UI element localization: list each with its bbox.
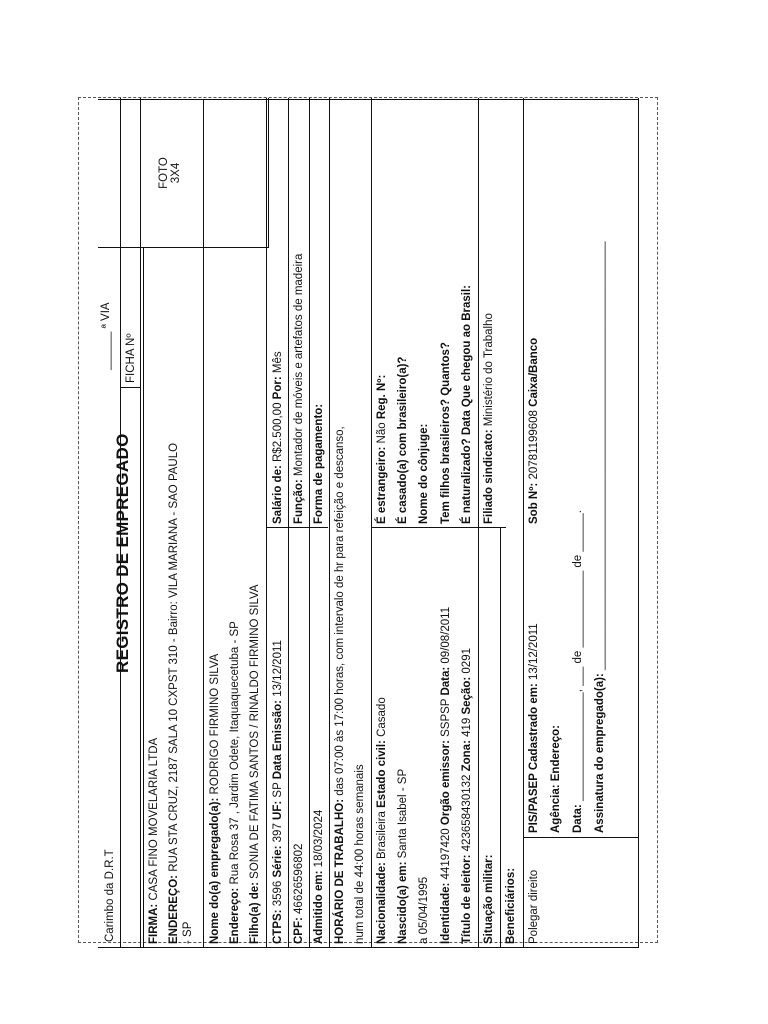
filho-label: Filho(a) de: [249,882,261,944]
eleitor-bottom-line [478,98,479,948]
salario-por: Mês [272,351,284,377]
forma-pagamento-label: Forma de pagamento: [313,403,325,524]
ficha-label: FICHA Nº [125,333,137,383]
identidade-value: 44197420 [440,825,452,883]
polegar-divider [523,837,638,838]
zona-label: Zona: [461,740,473,772]
ctps-uf-label: UF: [272,800,284,820]
filhos-row [440,342,452,524]
nacionalidade-value: Brasileira [376,807,388,863]
agencia-row [550,725,562,833]
salario-label: Salário de: [272,465,284,524]
endereco-firma-value: RUA STA CRUZ, 2187 SALA 10 CXPST 310 - Bairro: VILA MARIANA - SAO PAULO [168,442,180,875]
title-left-line [120,947,140,948]
naturalizado-label: É naturalizado? Data Que chegou ao Brasil: [461,285,473,524]
nascido-row [397,769,409,944]
nome-label: Nome do(a) empregado(a): [209,797,221,944]
estrangeiro-value: Não [376,419,388,447]
naturalizado-row [461,285,473,524]
militar-bottom-line [500,528,501,948]
nascido-data: a 05/04/1995 [418,876,430,944]
frame-top-line [203,100,204,948]
admitido-value: 18/03/2024 [313,809,325,871]
filho-bottom-line [266,98,267,948]
salario-row [272,351,284,524]
zona-value: 419 [461,714,473,741]
nascido-label: Nascido(a) em: [397,861,409,944]
identidade-data-value: 09/08/2011 [440,606,452,667]
endereco-value: Rua Rosa 37 , Jardim Odete, Itaquaquecetuba - SP [229,621,241,888]
beneficiarios-row [505,868,517,944]
title-bottom-line [140,98,141,948]
admitido-bottom-line [329,98,330,948]
conjuge-label: Nome do cônjuge: [418,423,430,524]
beneficiarios-label: Beneficiários: [505,867,517,944]
firma-top-line [143,248,144,948]
nome-value: RODRIGO FIRMINO SILVA [209,653,221,798]
sob-label: Sob Nº: [528,482,540,524]
filhos-label: Tem filhos brasileiros? Quantos? [440,342,452,524]
photo-bottom-line [268,98,269,248]
secao-value: 0291 [461,648,473,677]
agencia-label: Agência: Endereço: [550,725,562,833]
beneficiarios-bottom-line [523,98,524,948]
eleitor-label: Título de eleitor: [461,854,473,944]
page-title: REGISTRO DE EMPREGADO [113,433,132,673]
via-blank: ______ [100,331,112,370]
cpf-bottom-line [309,98,310,948]
ctps-divider [266,527,328,528]
filho-value: SONIA DE FATIMA SANTOS / RINALDO FIRMINO SILVA [249,584,261,883]
estrangeiro-row [376,375,388,524]
militar-label: Situação militar: [483,854,495,944]
title-top-line [120,98,121,948]
identidade-label: Identidade: [440,882,452,944]
nacionalidade-row [376,697,388,944]
horario-row [334,426,346,944]
photo-left-line [98,247,268,248]
ctps-serie: 397 [272,819,284,846]
nacionalidade-label: Nacionalidade: [376,862,388,944]
sob-row [528,338,540,524]
endereco-firma-cont: - SP [182,921,194,944]
endereco-label: Endereço: [229,887,241,944]
horario-value: das 07:00 às 17:00 horas, com intervalo de hr para refeição e descanso, [334,426,346,799]
stamp-label: Carimbo da D.R.T [104,849,116,942]
orgao-value: SSPSP [440,695,452,741]
cpf-value: 46626596802 [293,843,305,918]
polegar-label: Polegar direito [528,869,540,944]
conjuge-row [418,424,430,524]
sindicato-row [483,313,495,524]
estado-civil-value: Casado [376,697,388,741]
horario-line-2: num total de 44:00 horas semanais [354,764,366,944]
data-label: Data: [572,804,584,833]
eleitor-row [461,648,473,944]
sob-value: 20781199608 [528,406,540,483]
firma-label: FIRMA: [148,903,160,944]
frame-bottom-line [638,98,639,948]
ctps-emissao-label: Data Emissão: [272,700,284,780]
salario-por-label: Por: [272,376,284,400]
endereco-firma-label: ENDEREÇO: [168,874,180,944]
salario-value: R$2.500,00 [272,399,284,466]
nome-row [209,654,221,944]
data-fill-2: ____________ de ______. [572,510,584,651]
data-row [572,510,584,833]
estrangeiro-label: É estrangeiro: [376,446,388,524]
firma-value: CASA FINO MOVELARIA LTDA [148,737,160,904]
funcao-row [293,254,305,524]
identidade-row [440,607,452,944]
ficha-divider [120,387,140,388]
photo-line-2: 3X4 [170,162,182,184]
endereco-row [229,621,241,944]
endereco-firma-row [168,443,180,944]
assinatura-fill: ___________________________________________________________________ [594,241,606,674]
employee-registration-form [98,98,638,948]
horario-label: HORÁRIO DE TRABALHO: [334,798,346,944]
pis-row [528,623,540,833]
data-fill-1: _________________, ___ de [572,650,584,805]
estado-civil-label: Estado civil: [376,740,388,808]
forma-pagamento-row [313,404,325,524]
ctps-emissao: 13/12/2011 [272,640,284,700]
filho-row [249,584,261,944]
assinatura-label: Assinatura do empregado(a): [594,673,606,833]
banco-label: Caixa/Banco [528,337,540,407]
casado-brasileiro-label: É casado(a) com brasileiro(a)? [397,356,409,524]
cpf-label: CPF: [293,917,305,944]
sindicato-label: Filiado sindicato: [483,429,495,524]
funcao-label: Função: [293,479,305,524]
pis-value: 13/12/2011 [528,623,540,684]
ctps-uf: SP [272,779,284,801]
via-label: ª VIA [100,302,112,329]
nascido-value: Santa Isabel - SP [397,768,409,862]
identidade-data-label: Data: [440,666,452,696]
photo-placeholder [158,98,182,248]
photo-line-1: FOTO [158,157,170,189]
reg-label: Reg. Nº: [376,374,388,420]
militar-row [483,855,495,944]
assinatura-row [594,242,606,833]
admitido-row [313,810,325,944]
pis-label: PIS/PASEP Cadastrado em: [528,683,540,833]
horario-bottom-line [371,98,372,948]
header-left-line [143,947,203,948]
via-text [100,302,112,370]
ctps-row [272,640,284,944]
ctps-bottom-line [288,98,289,948]
eleitor-value: 423658430132 [461,771,473,855]
orgao-label: Orgão emissor: [440,740,452,826]
employee-left-line [203,947,638,948]
ctps-value: 3596 [272,877,284,910]
ctps-label: CTPS: [272,909,284,944]
secao-label: Seção: [461,676,473,715]
casado-brasileiro-row [397,357,409,524]
admitido-label: Admitido em: [313,870,325,944]
personal-divider [371,527,506,528]
ctps-serie-label: Série: [272,845,284,878]
sindicato-value: Ministério do Trabalho [483,313,495,430]
cpf-row [293,844,305,944]
firma-row [148,738,160,944]
funcao-value: Montador de móveis e artefatos de madeira [293,253,305,480]
